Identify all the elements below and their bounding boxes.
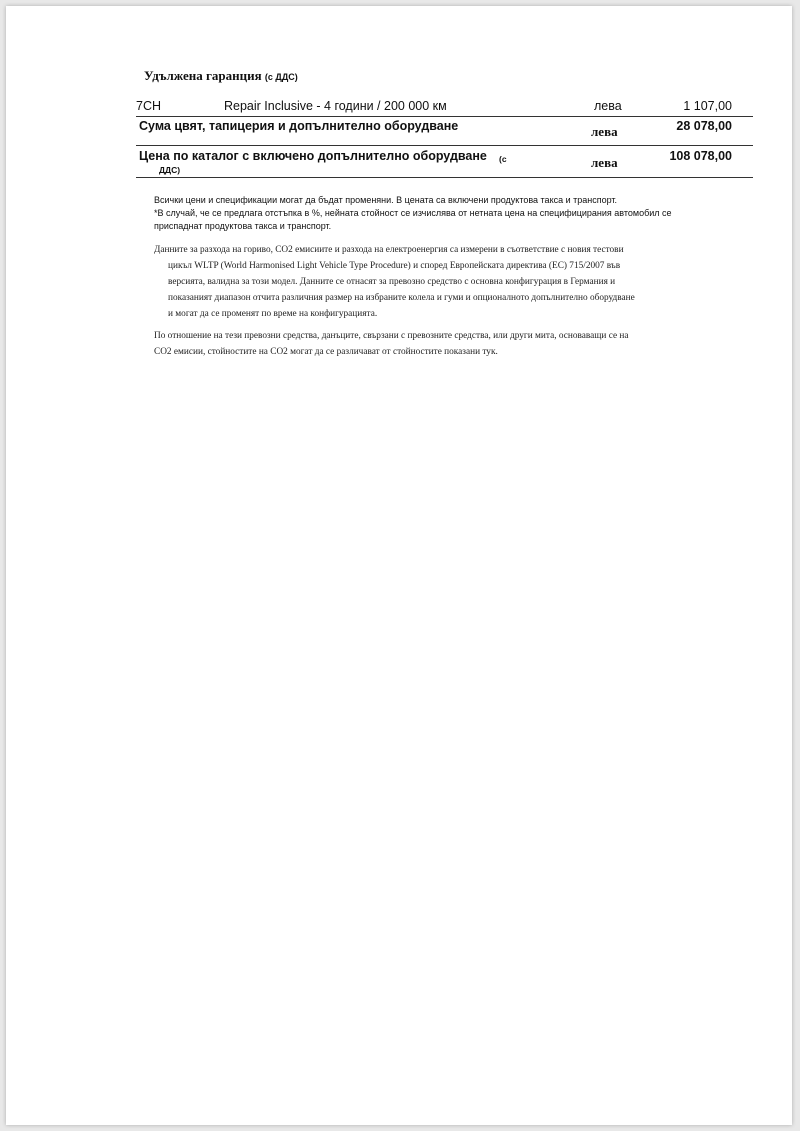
- section-title-note: (с ДДС): [264, 72, 298, 82]
- sum-currency: лева: [591, 124, 618, 139]
- paragraph-line: цикъл WLTP (World Harmonised Light Vehicle Type Procedure) и според Европейската директива (ЕС) 715/2007 във: [168, 261, 621, 271]
- item-code: 7CH: [136, 99, 162, 113]
- item-currency: лева: [594, 99, 622, 113]
- document-page: [6, 6, 792, 1125]
- catalog-label: Цена по каталог с включено допълнително оборудване: [139, 149, 487, 163]
- paragraph-line: версията, валидна за този модел. Данните се отнасят за превозно средство с основна конфигурация в Германия и: [168, 277, 616, 287]
- divider: [136, 145, 753, 146]
- paragraph-line: По отношение на тези превозни средства, данъците, свързани с превозните средства, или други мита, основаващи се на: [154, 331, 629, 341]
- section-title-text: Удължена гаранция: [144, 68, 262, 83]
- catalog-label-note-continued: ДДС): [159, 165, 181, 175]
- divider: [136, 177, 753, 178]
- wltp-paragraph: [154, 242, 754, 322]
- divider: [136, 116, 753, 117]
- paragraph-line: Данните за разхода на гориво, CO2 емисиите и разхода на електроенергия са измерени в съответствие с новия тестови: [154, 245, 624, 255]
- sum-amount: 28 078,00: [676, 119, 732, 133]
- paragraph-line: и могат да се променят по време на конфигурацията.: [168, 309, 378, 319]
- tax-paragraph: [154, 328, 754, 360]
- note-line: *В случай, че се предлага отстъпка в %, нейната стойност се изчислява от нетната цена на специфицирания автомобил се: [154, 208, 672, 218]
- catalog-currency: лева: [591, 155, 618, 170]
- paragraph-line: CO2 емисии, стойностите на CO2 могат да се различават от стойностите показани тук.: [154, 347, 498, 357]
- price-notes: [154, 194, 754, 233]
- item-description: Repair Inclusive - 4 години / 200 000 км: [224, 99, 447, 113]
- catalog-label-note: (с: [499, 154, 507, 164]
- item-amount: 1 107,00: [683, 99, 732, 113]
- note-line: приспаднат продуктова такса и транспорт.: [154, 221, 332, 231]
- catalog-amount: 108 078,00: [669, 149, 732, 163]
- sum-label: Сума цвят, тапицерия и допълнително оборудване: [139, 119, 459, 133]
- section-title: [144, 68, 298, 84]
- note-line: Всички цени и спецификации могат да бъдат променяни. В цената са включени продуктова такса и транспорт.: [154, 195, 618, 205]
- paragraph-line: показаният диапазон отчита различния размер на избраните колела и гуми и опционалното допълнително оборудване: [168, 293, 635, 303]
